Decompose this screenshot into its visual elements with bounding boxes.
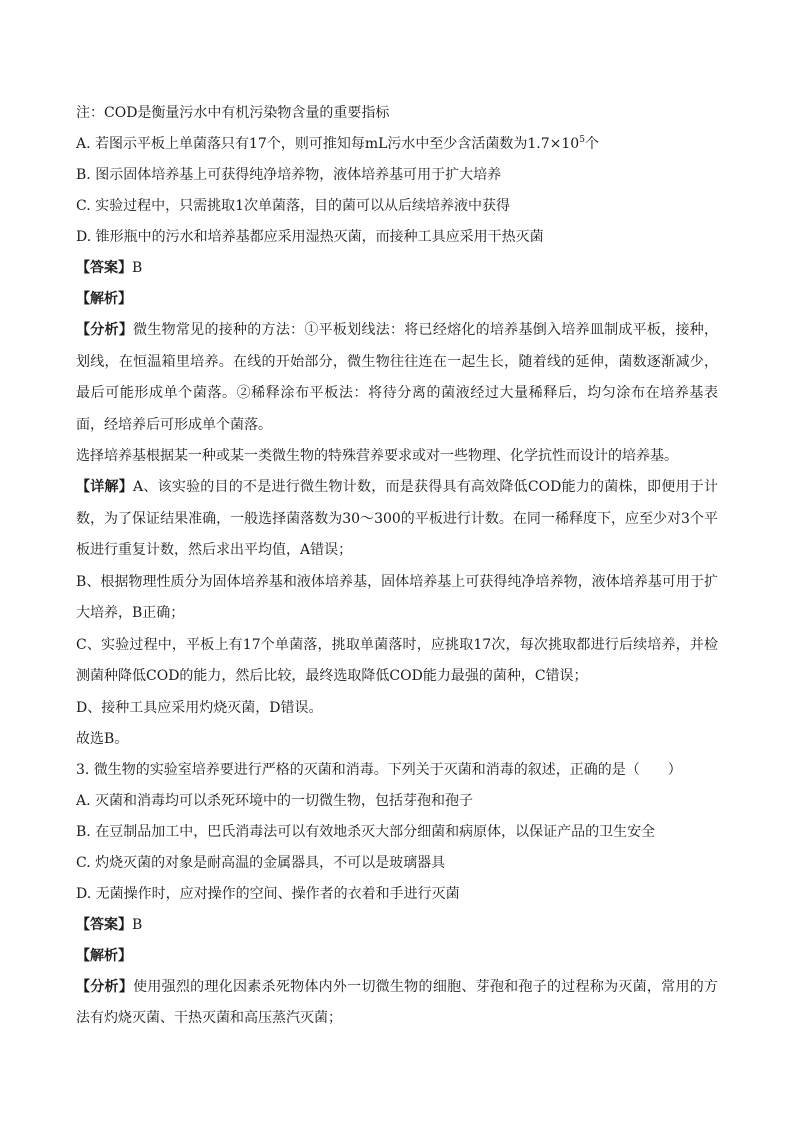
q2-detail-b: B、根据物理性质分为固体培养基和液体培养基，固体培养基上可获得纯净培养物，液体培养基可用于扩大培养，B正确； [76, 573, 718, 621]
q2-conclusion: 故选B。 [76, 730, 129, 747]
q2-answer: 【答案】B [76, 260, 143, 276]
q2-detail-a: 【详解】A、该实验的目的不是进行微生物计数，而是获得具有高效降低COD能力的菌株，即便用于计数，为了保证结果准确，一般选择菌落数为30～300的平板进行计数。在同一稀释度下，应至少对3个平板进行重复计数，然后求出平均值，A错误； [76, 479, 719, 558]
q3-option-a: A. 灭菌和消毒均可以杀死环境中的一切微生物，包括芽孢和孢子 [76, 792, 474, 809]
q3-answer: 【答案】B [76, 916, 143, 933]
cod-note: 注：COD是衡量污水中有机污染物含量的重要指标 [76, 105, 390, 121]
q2-analysis-heading: 【解析】 [76, 291, 132, 307]
q2-detail-c: C、实验过程中，平板上有17个单菌落，挑取单菌落时，应挑取17次，每次挑取都进行后续培养，并检测菌种降低COD的能力，然后比较，最终选取降低COD能力最强的菌种，C错误； [76, 636, 718, 684]
q3-option-d: D. 无菌操作时，应对操作的空间、操作者的衣着和手进行灭菌 [76, 885, 460, 902]
q2-option-a: A. 若图示平板上单菌落只有17个，则可推知每mL污水中至少含活菌数为$1.7\times 10^5$个 [76, 135, 599, 152]
q3-fenxi: 【分析】使用强烈的理化因素杀死物体内外一切微生物的细胞、芽孢和孢子的过程称为灭菌，常用的方法有灼烧灭菌、干热灭菌和高压蒸汽灭菌； [76, 978, 719, 1026]
q3-option-c: C. 灼烧灭菌的对象是耐高温的金属器具，不可以是玻璃器具 [76, 854, 446, 871]
q2-option-b: B. 图示固体培养基上可获得纯净培养物，液体培养基可用于扩大培养 [76, 167, 502, 183]
q2-detail-d: D、接种工具应采用灼烧灭菌，D错误。 [76, 699, 323, 716]
q3-analysis-heading: 【解析】 [76, 947, 132, 964]
q2-option-c: C. 实验过程中，只需挑取1次单菌落，目的菌可以从后续培养液中获得 [76, 198, 511, 214]
q3-option-b: B. 在豆制品加工中，巴氏消毒法可以有效地杀灭大部分细菌和病原体，以保证产品的卫生安全 [76, 823, 656, 840]
q2-option-d: D. 锥形瓶中的污水和培养基都应采用湿热灭菌，而接种工具应采用干热灭菌 [76, 229, 544, 245]
q2-medium-note: 选择培养基根据某一种或某一类微生物的特殊营养要求或对一些物理、化学抗性而设计的培养基。 [76, 448, 678, 464]
q2-fenxi: 【分析】微生物常见的接种的方法：①平板划线法：将已经熔化的培养基倒入培养皿制成平板，接种，划线，在恒温箱里培养。在线的开始部分，微生物往往连在一起生长，随着线的延伸，菌数逐渐减少，最后可能形成单个菌落。②稀释涂布平板法：将待分离的菌液经过大量稀释后，均匀涂布在培养基表面，经培养后可形成单个菌落。 [76, 322, 719, 433]
q3-stem: 3. 微生物的实验室培养要进行严格的灭菌和消毒。下列关于灭菌和消毒的叙述，正确的是（ ） [76, 761, 682, 778]
